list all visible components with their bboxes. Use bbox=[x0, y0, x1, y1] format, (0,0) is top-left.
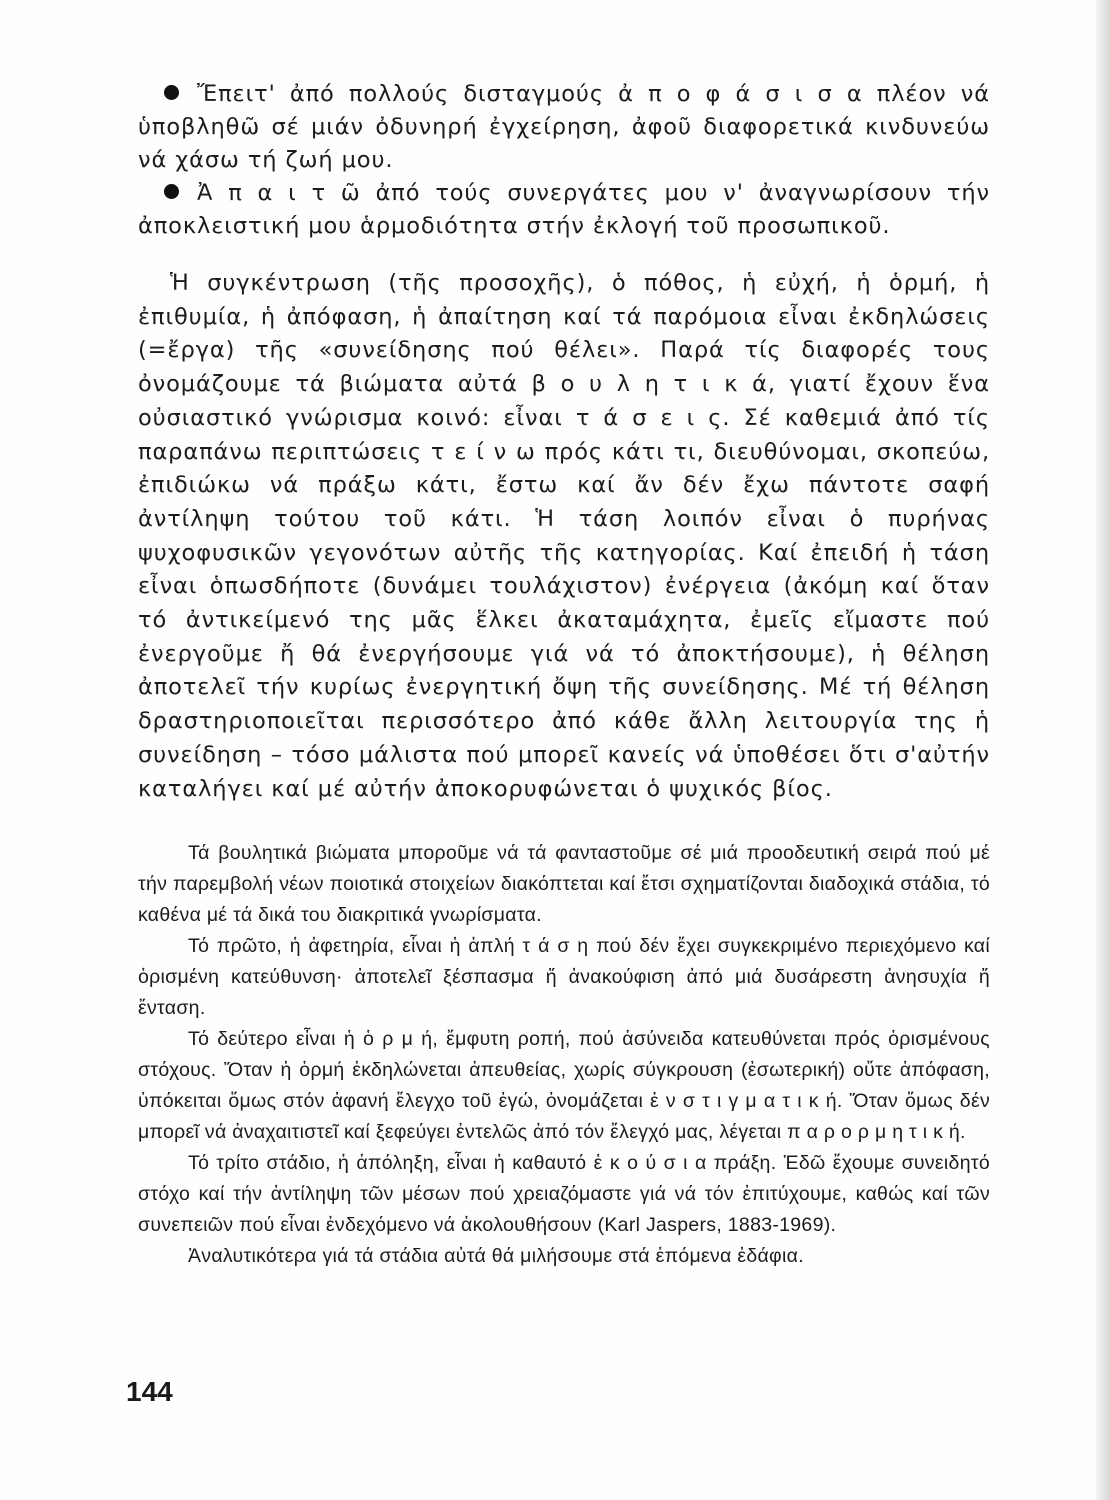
small-paragraph: Τό δεύτερο εἶναι ἡ ὁ ρ μ ή, ἔμφυτη ροπή, πού ἀσύνειδα κατευθύνεται πρός ὁρισμένους στόχους. Ὅταν ἡ ὁρμή ἐκδηλώνεται ἀπευθείας, χωρίς σύγκρουση (ἐσωτερική) οὔτε ἀπόφαση, ὑπόκειται ὅμως στόν ἀφανή ἔλεγχο τοῦ ἐγώ, ὀνομάζεται ἐ ν σ τ ι γ μ α τ ι κ ή. Ὅταν ὅμως δέν μπορεῖ νά ἀναχαιτιστεῖ καί ξεφεύγει ἐντελῶς ἀπό τόν ἔλεγχό μας, λέγεται π α ρ ο ρ μ η τ ι κ ή. bbox=[138, 1028, 990, 1144]
small-paragraph: Τά βουλητικά βιώματα μποροῦμε νά τά φανταστοῦμε σέ μιά προοδευτική σειρά πού μέ τήν παρεμβολή νέων ποιοτικά στοιχείων διακόπτεται καί ἔτσι σχηματίζονται διαδοχικά στάδια, τό καθένα μέ τά δικά του διακριτικά γνωρίσματα. bbox=[138, 842, 990, 927]
page-number: 144 bbox=[126, 1376, 173, 1407]
bullet-text: Ἀ π α ι τ ῶ ἀπό τούς συνεργάτες μου ν' ἀναγνωρίσουν τήν ἀποκλειστική μου ἁρμοδιότητα στήν ἐκλογή τοῦ προσωπικοῦ. bbox=[138, 180, 990, 239]
bullet-item bbox=[138, 177, 990, 243]
bullet-text: Ἔπειτ' ἀπό πολλούς δισταγμούς ἀ π ο φ ά σ ι σ α πλέον νά ὑποβληθῶ σέ μιάν ὀδυνηρή ἐγχείρηση, ἀφοῦ διαφορετικά κινδυνεύω νά χάσω τή ζωή μου. bbox=[138, 81, 990, 173]
bullet-item bbox=[138, 78, 990, 177]
small-paragraph: Τό πρῶτο, ἡ ἀφετηρία, εἶναι ἡ ἁπλή τ ά σ η πού δέν ἔχει συγκεκριμένο περιεχόμενο καί ὁρισμένη κατεύθυνση· ἀποτελεῖ ξέσπασμα ἤ ἀνακούφιση ἀπό μιά δυσάρεστη ἀνησυχία ἤ ἔνταση. bbox=[138, 935, 990, 1020]
main-paragraph: Ἡ συγκέντρωση (τῆς προσοχῆς), ὁ πόθος, ἡ εὐχή, ἡ ὁρμή, ἡ ἐπιθυμία, ἡ ἀπόφαση, ἡ ἀπαίτηση καί τά παρόμοια εἶναι ἐκδηλώσεις (=ἔργα) τῆς «συνείδησης πού θέλει». Παρά τίς διαφορές τους ὀνομάζουμε τά βιώματα αὐτά β ο υ λ η τ ι κ ά, γιατί ἔχουν ἕνα οὐσιαστικό γνώρισμα κοινό: εἶναι τ ά σ ε ι ς. Σέ καθεμιά ἀπό τίς παραπάνω περιπτώσεις τ ε ί ν ω πρός κάτι τι, διευθύνομαι, σκοπεύω, ἐπιδιώκω νά πράξω κάτι, ἔστω καί ἄν δέν ἔχω πάντοτε σαφή ἀντίληψη τούτου τοῦ κάτι. Ἡ τάση λοιπόν εἶναι ὁ πυρήνας ψυχοφυσικῶν γεγονότων αὐτῆς τῆς κατηγορίας. Καί ἐπειδή ἡ τάση εἶναι ὁπωσδήποτε (δυνάμει τουλάχιστον) ἐνέργεια (ἀκόμη καί ὅταν τό ἀντικείμενό της μᾶς ἕλκει ἀκαταμάχητα, ἐμεῖς εἴμαστε πού ἐνεργοῦμε ἤ θά ἐνεργήσουμε γιά νά τό ἀποκτήσουμε), ἡ θέληση ἀποτελεῖ τήν κυρίως ἐνεργητική ὄψη τῆς συνείδησης. Μέ τή θέληση δραστηριοποιεῖται περισσότερο ἀπό κάθε ἄλλη λειτουργία της ἡ συνείδηση – τόσο μάλιστα πού μπορεῖ κανείς νά ὑποθέσει ὅτι σ'αὐτήν καταλήγει καί μέ αὐτήν ἀποκορυφώνεται ὁ ψυχικός βίος. bbox=[138, 270, 990, 802]
bullet-dot-icon bbox=[164, 85, 179, 100]
page-edge bbox=[1096, 0, 1110, 1500]
small-print-section bbox=[138, 838, 990, 1272]
small-paragraph: Τό τρίτο στάδιο, ἡ ἀπόληξη, εἶναι ἡ καθαυτό ἑ κ ο ύ σ ι α πράξη. Ἐδῶ ἔχουμε συνειδητό στόχο καί τήν ἀντίληψη τῶν μέσων πού χρειαζόμαστε γιά νά τόν ἐπιτύχουμε, καθώς καί τῶν συνεπειῶν πού εἶναι ἐνδεχόμενο νά ἀκολουθήσουν (Karl Jaspers, 1883-1969). bbox=[138, 1152, 990, 1237]
small-paragraph: Ἀναλυτικότερα γιά τά στάδια αὐτά θά μιλήσουμε στά ἑπόμενα ἐδάφια. bbox=[188, 1245, 804, 1268]
page-content bbox=[138, 78, 990, 1272]
bullet-dot-icon bbox=[164, 184, 179, 199]
